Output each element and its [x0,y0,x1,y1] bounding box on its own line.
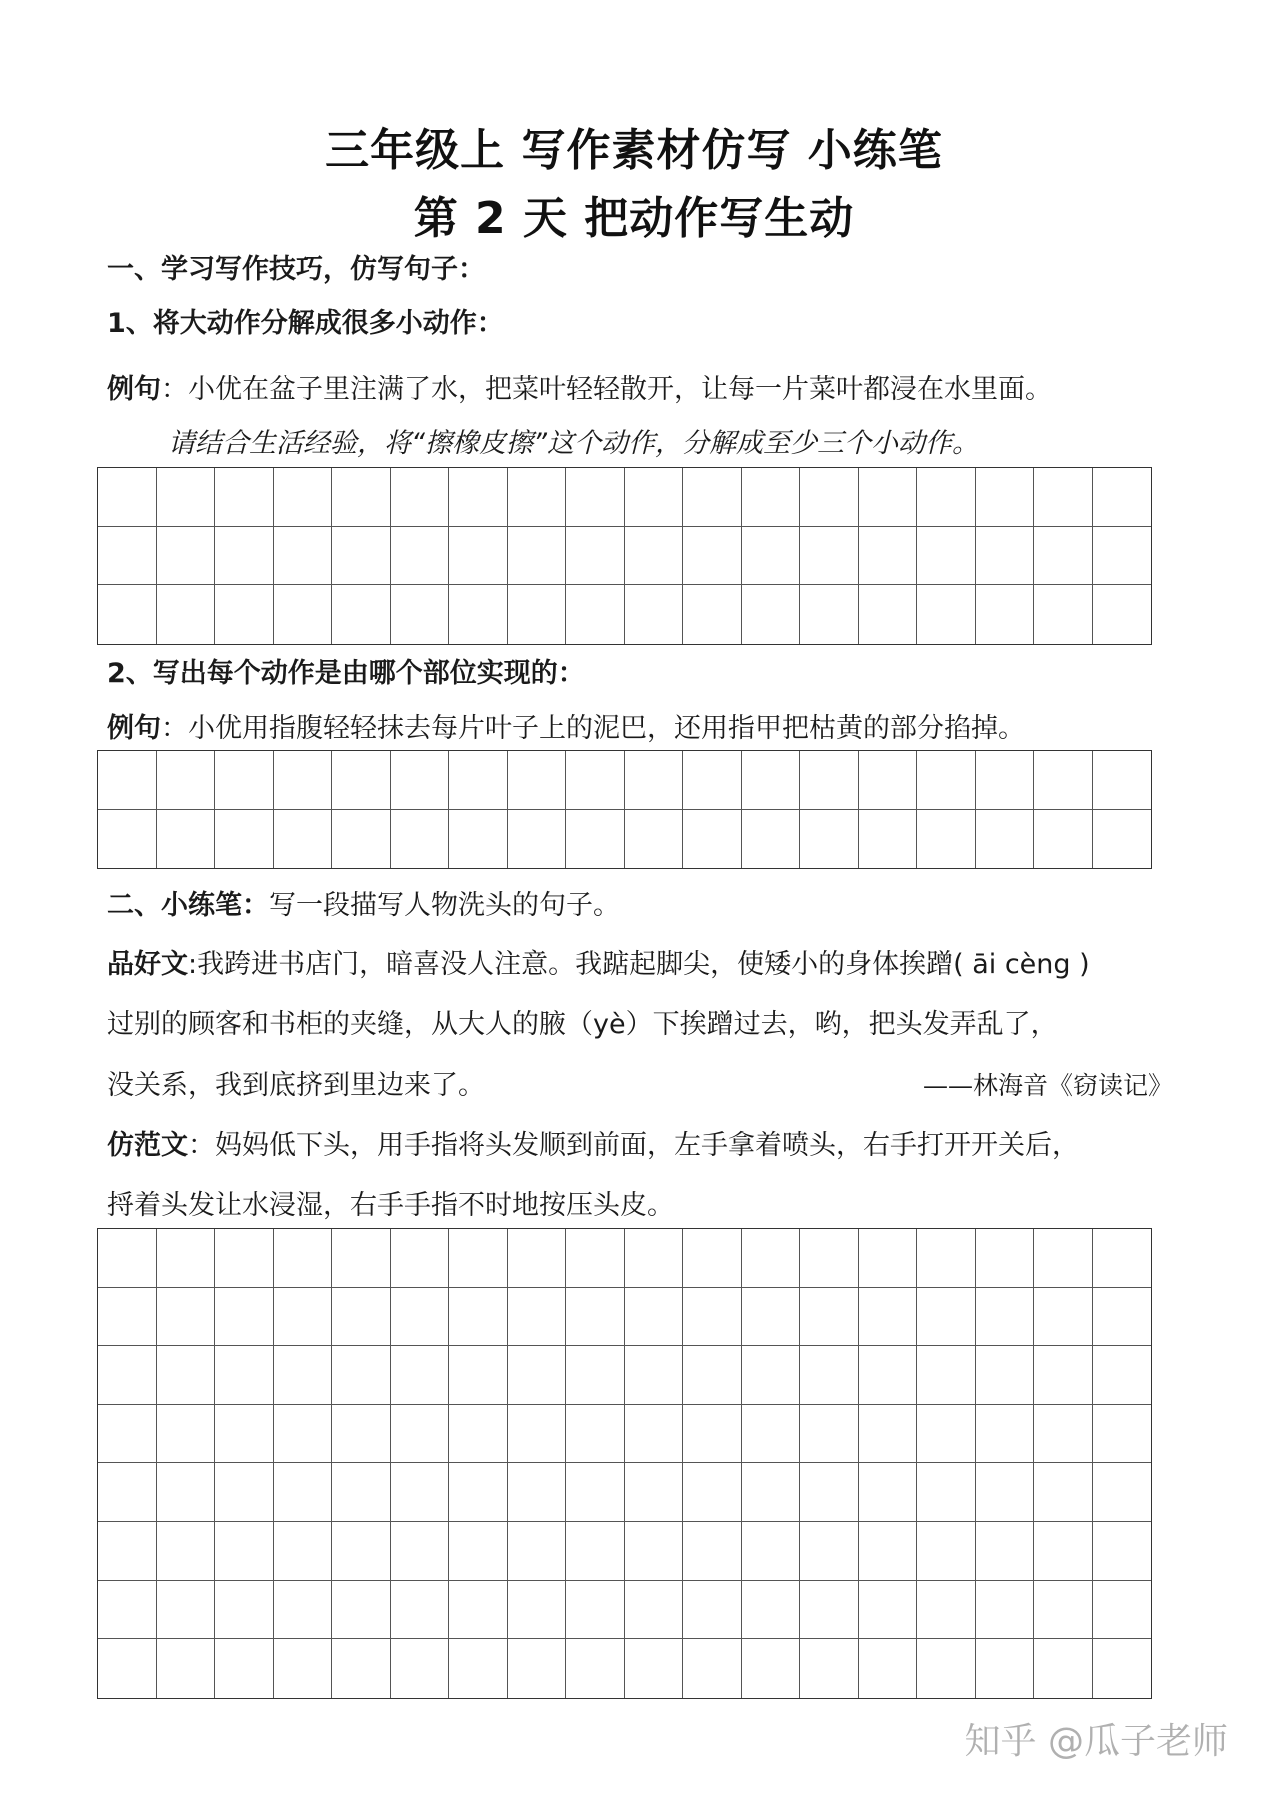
grid-cell[interactable] [332,1229,391,1288]
grid-cell[interactable] [742,1463,801,1522]
grid-cell[interactable] [1093,468,1152,527]
grid-cell[interactable] [215,527,274,586]
grid-cell[interactable] [449,810,508,869]
grid-cell[interactable] [215,1522,274,1581]
grid-cell[interactable] [508,1463,567,1522]
grid-cell[interactable] [683,1229,742,1288]
section2-label: 二、小练笔： [107,890,269,921]
grid-cell[interactable] [625,1581,684,1640]
grid-cell[interactable] [800,1229,859,1288]
section2-text: 写一段描写人物洗头的句子。 [269,890,620,921]
grid-cell[interactable] [98,1229,157,1288]
grid-cell[interactable] [274,1405,333,1464]
grid-cell[interactable] [859,1288,918,1347]
grid-cell[interactable] [742,1581,801,1640]
grid-cell[interactable] [332,751,391,810]
grid-cell[interactable] [800,751,859,810]
grid-cell[interactable] [508,1522,567,1581]
grid-cell[interactable] [800,1463,859,1522]
grid-cell[interactable] [976,1463,1035,1522]
grid-cell[interactable] [1093,1522,1152,1581]
grid-cell[interactable] [683,1346,742,1405]
grid-cell[interactable] [566,585,625,644]
grid-cell[interactable] [976,527,1035,586]
grid-cell[interactable] [1093,1463,1152,1522]
writing-grid-2[interactable] [97,750,1152,869]
grid-cell[interactable] [800,810,859,869]
grid-cell[interactable] [742,585,801,644]
grid-cell[interactable] [508,527,567,586]
grid-cell[interactable] [391,1229,450,1288]
grid-cell[interactable] [976,1346,1035,1405]
grid-cell[interactable] [391,1463,450,1522]
grid-cell[interactable] [274,751,333,810]
grid-cell[interactable] [508,810,567,869]
grid-cell[interactable] [976,1581,1035,1640]
grid-cell[interactable] [391,585,450,644]
imitation-content: ：妈妈低下头，用手指将头发顺到前面，左手拿着喷头，右手打开开关后， [188,1130,1079,1161]
grid-cell[interactable] [449,1522,508,1581]
good-text-label: 品好文 [107,949,188,980]
grid-cell[interactable] [800,1288,859,1347]
good-text-content: :我跨进书店门，暗喜没人注意。我踮起脚尖，使矮小的身体挨蹭( āi cèng ) [188,949,1090,980]
grid-cell[interactable] [274,1522,333,1581]
item2-heading: 2、写出每个动作是由哪个部位实现的： [107,658,585,689]
grid-cell[interactable] [274,1346,333,1405]
grid-cell[interactable] [742,751,801,810]
grid-cell[interactable] [1093,751,1152,810]
grid-cell[interactable] [215,1581,274,1640]
grid-cell[interactable] [215,1463,274,1522]
grid-cell[interactable] [683,751,742,810]
example-text: ：小优用指腹轻轻抹去每片叶子上的泥巴，还用指甲把枯黄的部分掐掉。 [161,713,1025,744]
grid-cell[interactable] [917,1581,976,1640]
grid-cell[interactable] [508,1405,567,1464]
grid-cell[interactable] [683,1463,742,1522]
grid-cell[interactable] [566,751,625,810]
grid-cell[interactable] [625,585,684,644]
grid-cell[interactable] [274,585,333,644]
grid-cell[interactable] [98,527,157,586]
grid-cell[interactable] [742,1346,801,1405]
grid-cell[interactable] [508,1229,567,1288]
good-text-line1 [107,947,1090,983]
section2-heading [107,888,620,924]
grid-cell[interactable] [1093,527,1152,586]
grid-cell[interactable] [508,468,567,527]
grid-cell[interactable] [157,1463,216,1522]
grid-cell[interactable] [274,1581,333,1640]
grid-cell[interactable] [917,810,976,869]
example-label: 例句 [107,374,161,405]
grid-cell[interactable] [215,585,274,644]
grid-cell[interactable] [274,1288,333,1347]
grid-cell[interactable] [1093,1581,1152,1640]
good-text-source: ——林海音《窃读记》 [922,1071,1173,1100]
grid-cell[interactable] [1034,1288,1093,1347]
grid-cell[interactable] [1093,1229,1152,1288]
grid-cell[interactable] [800,1639,859,1698]
grid-cell[interactable] [332,468,391,527]
grid-cell[interactable] [859,1405,918,1464]
grid-cell[interactable] [1093,1405,1152,1464]
grid-cell[interactable] [800,1522,859,1581]
item1-heading: 1、将大动作分解成很多小动作： [107,308,504,339]
grid-cell[interactable] [157,751,216,810]
grid-cell[interactable] [625,1346,684,1405]
grid-cell[interactable] [917,1346,976,1405]
grid-cell[interactable] [98,585,157,644]
grid-cell[interactable] [98,1639,157,1698]
imitation-label: 仿范文 [107,1130,188,1161]
grid-cell[interactable] [566,1463,625,1522]
grid-cell[interactable] [742,468,801,527]
grid-cell[interactable] [566,468,625,527]
grid-cell[interactable] [98,1522,157,1581]
grid-cell[interactable] [859,1346,918,1405]
grid-cell[interactable] [1034,1346,1093,1405]
grid-cell[interactable] [917,1522,976,1581]
grid-cell[interactable] [391,1581,450,1640]
grid-cell[interactable] [800,468,859,527]
grid-cell[interactable] [800,527,859,586]
grid-cell[interactable] [1034,751,1093,810]
grid-cell[interactable] [449,468,508,527]
grid-cell[interactable] [683,1522,742,1581]
grid-cell[interactable] [566,1288,625,1347]
grid-cell[interactable] [859,1581,918,1640]
grid-cell[interactable] [215,1405,274,1464]
grid-cell[interactable] [742,1522,801,1581]
grid-cell[interactable] [625,1639,684,1698]
grid-cell[interactable] [274,810,333,869]
grid-cell[interactable] [1034,1463,1093,1522]
grid-cell[interactable] [917,1229,976,1288]
grid-cell[interactable] [566,1639,625,1698]
item1-instruction: 请结合生活经验，将“擦橡皮擦”这个动作，分解成至少三个小动作。 [168,428,979,459]
grid-cell[interactable] [332,585,391,644]
grid-cell[interactable] [391,1405,450,1464]
grid-cell[interactable] [917,585,976,644]
grid-cell[interactable] [332,1639,391,1698]
grid-cell[interactable] [508,1581,567,1640]
grid-cell[interactable] [332,1581,391,1640]
grid-cell[interactable] [449,585,508,644]
grid-cell[interactable] [683,810,742,869]
grid-cell[interactable] [566,1581,625,1640]
grid-cell[interactable] [449,1288,508,1347]
grid-cell[interactable] [566,1522,625,1581]
grid-cell[interactable] [157,1288,216,1347]
grid-cell[interactable] [215,1639,274,1698]
grid-cell[interactable] [859,527,918,586]
grid-cell[interactable] [625,1288,684,1347]
grid-cell[interactable] [215,751,274,810]
grid-cell[interactable] [391,527,450,586]
grid-cell[interactable] [332,1405,391,1464]
grid-cell[interactable] [742,1639,801,1698]
grid-cell[interactable] [449,1405,508,1464]
grid-cell[interactable] [859,810,918,869]
grid-cell[interactable] [332,1346,391,1405]
grid-cell[interactable] [683,1405,742,1464]
grid-cell[interactable] [1093,1346,1152,1405]
grid-cell[interactable] [1034,1522,1093,1581]
grid-cell[interactable] [391,1346,450,1405]
grid-cell[interactable] [917,527,976,586]
grid-cell[interactable] [917,1463,976,1522]
grid-cell[interactable] [683,468,742,527]
grid-cell[interactable] [449,1581,508,1640]
page-title: 三年级上 写作素材仿写 小练笔 [325,125,943,176]
grid-cell[interactable] [508,1346,567,1405]
grid-cell[interactable] [157,1346,216,1405]
grid-cell[interactable] [449,751,508,810]
grid-cell[interactable] [859,468,918,527]
grid-cell[interactable] [917,468,976,527]
grid-cell[interactable] [215,468,274,527]
grid-cell[interactable] [683,1639,742,1698]
grid-cell[interactable] [449,1229,508,1288]
grid-cell[interactable] [1034,1639,1093,1698]
grid-cell[interactable] [859,1639,918,1698]
grid-cell[interactable] [742,810,801,869]
grid-cell[interactable] [976,810,1035,869]
grid-cell[interactable] [98,810,157,869]
section1-heading: 一、学习写作技巧，仿写句子： [107,254,485,285]
grid-cell[interactable] [976,468,1035,527]
imitation-line2: 捋着头发让水浸湿，右手手指不时地按压头皮。 [107,1190,674,1221]
grid-cell[interactable] [215,1288,274,1347]
grid-cell[interactable] [98,1463,157,1522]
grid-cell[interactable] [274,468,333,527]
grid-cell[interactable] [1093,585,1152,644]
grid-cell[interactable] [1034,527,1093,586]
grid-cell[interactable] [800,585,859,644]
grid-cell[interactable] [1034,810,1093,869]
grid-cell[interactable] [1093,1639,1152,1698]
imitation-line1 [107,1128,1079,1164]
writing-grid-1[interactable] [97,467,1152,645]
grid-cell[interactable] [625,1405,684,1464]
grid-cell[interactable] [332,1288,391,1347]
grid-cell[interactable] [1034,585,1093,644]
grid-cell[interactable] [625,810,684,869]
good-text-line2: 过别的顾客和书柜的夹缝，从大人的腋（yè）下挨蹭过去，哟，把头发弄乱了， [107,1009,1058,1040]
grid-cell[interactable] [976,1405,1035,1464]
grid-cell[interactable] [976,585,1035,644]
grid-cell[interactable] [625,468,684,527]
writing-grid-3[interactable] [97,1228,1152,1699]
watermark: 知乎 @瓜子老师 [964,1721,1228,1762]
grid-cell[interactable] [98,1288,157,1347]
grid-cell[interactable] [976,1229,1035,1288]
grid-cell[interactable] [274,1639,333,1698]
grid-cell[interactable] [391,1522,450,1581]
grid-cell[interactable] [800,1405,859,1464]
grid-cell[interactable] [625,751,684,810]
grid-cell[interactable] [391,1639,450,1698]
grid-cell[interactable] [332,810,391,869]
grid-cell[interactable] [683,527,742,586]
grid-cell[interactable] [742,1229,801,1288]
grid-cell[interactable] [917,751,976,810]
good-text-line3: 没关系，我到底挤到里边来了。 [107,1070,485,1101]
grid-cell[interactable] [508,1639,567,1698]
grid-cell[interactable] [98,1346,157,1405]
grid-cell[interactable] [332,527,391,586]
grid-cell[interactable] [859,1463,918,1522]
grid-cell[interactable] [1093,810,1152,869]
grid-cell[interactable] [274,1229,333,1288]
grid-cell[interactable] [1034,1581,1093,1640]
grid-cell[interactable] [1034,1229,1093,1288]
grid-cell[interactable] [157,810,216,869]
grid-cell[interactable] [917,1405,976,1464]
grid-cell[interactable] [157,1639,216,1698]
grid-cell[interactable] [449,527,508,586]
grid-cell[interactable] [449,1639,508,1698]
grid-cell[interactable] [274,1463,333,1522]
grid-cell[interactable] [917,1639,976,1698]
grid-cell[interactable] [742,1288,801,1347]
grid-cell[interactable] [98,1405,157,1464]
grid-cell[interactable] [157,527,216,586]
grid-cell[interactable] [98,751,157,810]
grid-cell[interactable] [391,1288,450,1347]
grid-cell[interactable] [859,1229,918,1288]
grid-cell[interactable] [332,1522,391,1581]
grid-cell[interactable] [976,751,1035,810]
grid-cell[interactable] [566,527,625,586]
grid-cell[interactable] [391,751,450,810]
example-text: ：小优在盆子里注满了水，把菜叶轻轻散开，让每一片菜叶都浸在水里面。 [161,374,1052,405]
grid-cell[interactable] [976,1288,1035,1347]
grid-cell[interactable] [157,1522,216,1581]
grid-cell[interactable] [157,585,216,644]
grid-cell[interactable] [508,1288,567,1347]
grid-cell[interactable] [215,1346,274,1405]
grid-cell[interactable] [508,585,567,644]
grid-cell[interactable] [566,810,625,869]
grid-cell[interactable] [683,585,742,644]
grid-cell[interactable] [683,1288,742,1347]
grid-cell[interactable] [800,1581,859,1640]
grid-cell[interactable] [332,1463,391,1522]
item1-example [107,372,1052,408]
page-subtitle: 第 2 天 把动作写生动 [413,193,855,244]
grid-cell[interactable] [215,1229,274,1288]
grid-cell[interactable] [625,1463,684,1522]
grid-cell[interactable] [1034,468,1093,527]
grid-cell[interactable] [391,468,450,527]
grid-cell[interactable] [1093,1288,1152,1347]
grid-cell[interactable] [566,1229,625,1288]
grid-cell[interactable] [215,810,274,869]
grid-cell[interactable] [742,527,801,586]
grid-cell[interactable] [742,1405,801,1464]
grid-cell[interactable] [98,468,157,527]
grid-cell[interactable] [449,1346,508,1405]
grid-cell[interactable] [625,1522,684,1581]
grid-cell[interactable] [157,1405,216,1464]
grid-cell[interactable] [157,468,216,527]
grid-cell[interactable] [859,585,918,644]
grid-cell[interactable] [625,1229,684,1288]
grid-cell[interactable] [566,1346,625,1405]
grid-cell[interactable] [157,1581,216,1640]
grid-cell[interactable] [566,1405,625,1464]
grid-cell[interactable] [917,1288,976,1347]
grid-cell[interactable] [449,1463,508,1522]
grid-cell[interactable] [800,1346,859,1405]
grid-cell[interactable] [391,810,450,869]
grid-cell[interactable] [98,1581,157,1640]
grid-cell[interactable] [859,1522,918,1581]
grid-cell[interactable] [859,751,918,810]
grid-cell[interactable] [508,751,567,810]
item2-example [107,711,1025,747]
example-label: 例句 [107,713,161,744]
grid-cell[interactable] [976,1522,1035,1581]
grid-cell[interactable] [976,1639,1035,1698]
grid-cell[interactable] [1034,1405,1093,1464]
grid-cell[interactable] [157,1229,216,1288]
grid-cell[interactable] [625,527,684,586]
grid-cell[interactable] [683,1581,742,1640]
grid-cell[interactable] [274,527,333,586]
